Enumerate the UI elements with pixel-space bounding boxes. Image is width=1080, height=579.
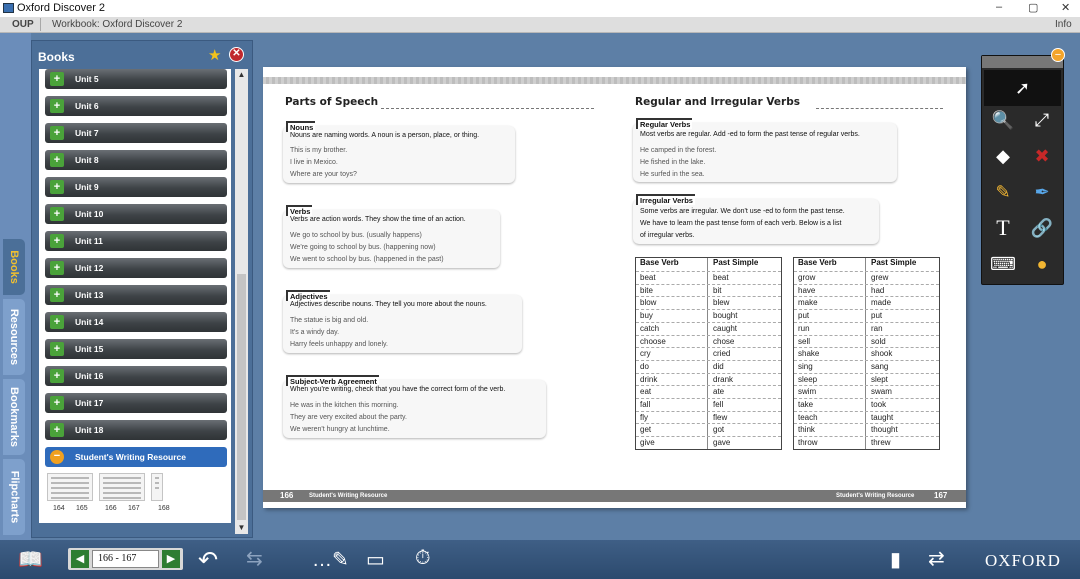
past-simple-cell: did [713,361,724,371]
base-verb-cell: sing [798,361,813,371]
base-verb-cell: beat [640,273,656,282]
table-row [636,385,781,398]
card-nouns: Nouns Nouns are naming words. A noun is a person, place, or thing. This is my brother. I live in Mexico. Where are your toys? [283,126,515,183]
page-navigator [68,548,183,570]
base-verb-cell: drink [640,374,658,384]
unit-item[interactable]: + Unit 13 [45,285,227,305]
unit-item[interactable]: + Unit 6 [45,96,227,116]
expand-icon[interactable]: + [50,288,64,302]
table-row [794,296,939,309]
base-verb-cell: think [798,425,815,435]
scroll-down-icon[interactable]: ▼ [237,523,246,532]
side-tab-rail [0,33,31,540]
menu-workbook[interactable]: Workbook: Oxford Discover 2 [52,19,183,30]
unit-item[interactable]: + Unit 15 [45,339,227,359]
past-simple-cell: bit [713,285,722,295]
menu-bar [0,17,1080,33]
page-footer: 166 Student's Writing Resource Student's Writing Resource 167 [263,490,966,502]
past-simple-cell: drank [713,374,734,384]
unit-item[interactable]: + Unit 18 [45,420,227,440]
table-row [794,423,939,436]
unit-item[interactable]: + Unit 9 [45,177,227,197]
maximize-icon[interactable]: ▢ [1028,2,1039,14]
annotate-icon[interactable]: …✎ [312,549,349,571]
past-simple-cell: put [871,311,883,321]
table-row [636,411,781,424]
past-simple-cell: sold [871,336,886,346]
prev-page-icon[interactable]: ◀ [71,550,89,568]
table-row [794,373,939,386]
base-verb-cell: grow [798,273,816,282]
next-page-icon[interactable]: ▶ [162,550,180,568]
table-row [636,423,781,436]
base-verb-cell: sleep [798,374,818,384]
switch-side-icon[interactable]: ⇄ [928,548,945,570]
past-simple-cell: slept [871,374,888,384]
table-row [636,335,781,348]
expand-icon[interactable]: + [50,423,64,437]
expand-icon[interactable]: + [50,369,64,383]
unit-item[interactable]: + Unit 7 [45,123,227,143]
unit-list [39,69,231,523]
base-verb-cell: sell [798,336,811,346]
past-simple-cell: blew [713,298,730,308]
base-verb-cell: teach [798,412,818,422]
unit-item[interactable]: + Unit 16 [45,366,227,386]
expand-icon[interactable]: + [50,396,64,410]
card-adjectives: Adjectives Adjectives describe nouns. They tell you more about the nouns. The statue is big and old. It's a windy day. Harry feels unhappy and lonely. [283,295,522,353]
table-row [794,360,939,373]
book-spread [263,67,966,508]
irregular-verbs-table-1: Base Verb Past Simple beat beat bite bit blow blew buy bought catch caught choose chose cry cried do did drink drank eat ate fall fell fly flew get got give gave [635,257,782,450]
table-row [636,322,781,335]
base-verb-cell: run [798,323,810,333]
unit-item[interactable]: + Unit 8 [45,150,227,170]
base-verb-cell: swim [798,387,817,397]
card-regular-verbs: Regular Verbs Most verbs are regular. Add -ed to form the past tense of regular verbs. He camped in the forest. He fished in the lake. He surfed in the sea. [633,123,897,182]
tab-flipcharts[interactable]: Flipcharts [3,459,25,535]
past-simple-cell: shook [871,349,893,359]
past-simple-cell: caught [713,323,738,333]
table-row [636,309,781,322]
clear-tool-icon[interactable]: ✖ [1034,145,1050,166]
past-simple-cell: flew [713,412,728,422]
past-simple-cell: sang [871,361,889,371]
table-row [636,398,781,411]
pointer-tool-icon[interactable]: ➚ [984,70,1061,106]
table-row [794,385,939,398]
bottom-toolbar [0,540,1080,579]
menu-info[interactable]: Info [1055,19,1072,30]
base-verb-cell: buy [640,311,653,321]
past-simple-cell: made [871,298,892,308]
books-panel [31,40,253,538]
base-verb-cell: catch [640,323,660,333]
app-icon [3,3,14,13]
tool-palette [981,49,1064,285]
base-verb-cell: cry [640,349,651,359]
past-simple-cell: ran [871,323,883,333]
books-panel-title: Books [38,50,75,64]
table-row [794,398,939,411]
table-row [636,296,781,309]
table-row [636,271,781,284]
base-verb-cell: fly [640,412,648,422]
thumb-page-number: 164 [53,505,65,512]
back-icon[interactable]: ↶ [198,547,219,574]
base-verb-cell: do [640,361,649,371]
page-thumbnail[interactable] [47,473,93,501]
expand-icon[interactable]: + [50,315,64,329]
title-bar [0,0,1080,17]
eraser-tool-icon[interactable]: ◆ [996,145,1010,166]
table-row [794,436,939,449]
base-verb-cell: make [798,298,818,308]
thumb-page-number: 166 [105,505,117,512]
heading-regular-irregular: Regular and Irregular Verbs [635,96,800,108]
unit-list-scrollbar[interactable] [235,69,248,534]
past-simple-cell: took [871,400,887,409]
table-row [636,436,781,449]
tab-bookmarks[interactable]: Bookmarks [3,379,25,455]
base-verb-cell: have [798,285,816,295]
past-simple-cell: got [713,425,725,435]
base-verb-cell: put [798,311,810,321]
thumb-page-number: 167 [128,505,140,512]
expand-icon[interactable]: + [50,99,64,113]
base-verb-cell: shake [798,349,820,359]
table-row [636,373,781,386]
table-row [794,271,939,284]
collapse-icon[interactable]: − [50,450,64,464]
zoom-tool-icon[interactable]: 🔍 [991,109,1015,130]
unit-item[interactable]: + Unit 10 [45,204,227,224]
pen-tool-icon[interactable]: ✎ [995,181,1011,202]
timer-icon[interactable]: ⏱ [415,547,431,569]
expand-icon[interactable]: + [50,207,64,221]
page-thumbnail[interactable] [99,473,145,501]
past-simple-cell: bought [713,311,738,321]
base-verb-cell: bite [640,285,653,295]
table-row [794,335,939,348]
tab-resources[interactable]: Resources [3,299,25,375]
table-row [794,309,939,322]
page-number-input[interactable]: 166 - 167 [92,550,159,568]
text-tool-icon[interactable]: T [996,215,1010,240]
highlighter-tool-icon[interactable]: ✒ [1034,181,1050,202]
unit-item[interactable]: + Unit 12 [45,258,227,278]
resource-item-writing[interactable]: − Student's Writing Resource [45,447,227,467]
heading-parts-of-speech: Parts of Speech [285,96,379,108]
past-simple-cell: grew [871,273,889,282]
base-verb-cell: blow [640,298,657,308]
unit-item[interactable]: + Unit 17 [45,393,227,413]
base-verb-cell: get [640,425,652,435]
expand-icon[interactable]: + [50,342,64,356]
card-subject-verb-agreement: Subject-Verb Agreement When you're writing, check that you have the correct form of the verb. He was in the kitchen this morning. They are very excited about the party. We weren't hungry at lunchtime. [283,380,546,438]
unit-item[interactable]: + Unit 5 [45,69,227,89]
window-title: Oxford Discover 2 [17,2,106,14]
past-simple-cell: threw [871,438,891,448]
past-simple-cell: thought [871,425,898,435]
scroll-up-icon[interactable]: ▲ [237,70,246,79]
past-simple-cell: swam [871,387,892,397]
past-simple-cell: beat [713,273,729,282]
card-irregular-verbs: Irregular Verbs Some verbs are irregular. We don't use -ed to form the past tense. We have to learn the past tense form of each verb. Below is a list of irregular verbs. [633,199,879,244]
swap-pages-icon[interactable]: ⇆ [246,548,263,570]
page-thumbnail[interactable] [151,473,163,501]
thumb-page-number: 165 [76,505,88,512]
scroll-thumb[interactable] [237,274,246,520]
expand-icon[interactable]: + [50,72,64,86]
expand-icon[interactable]: + [50,153,64,167]
star-icon[interactable]: ★ [208,47,222,64]
expand-icon[interactable]: + [50,180,64,194]
base-verb-cell: give [640,438,655,448]
collapse-tools-icon[interactable]: − [1051,48,1065,62]
book-icon[interactable]: 📖 [18,549,43,571]
tab-books[interactable]: Books [3,239,25,295]
card-verbs: Verbs Verbs are action words. They show the time of an action. We go to school by bus. (usually happens) We're going to school by bus. (happening now) We went to school by bus. (happened in the past) [283,210,500,268]
past-simple-cell: taught [871,412,894,422]
menu-oup[interactable]: OUP [12,19,34,30]
keyboard-tool-icon[interactable]: ⌨ [990,253,1016,274]
table-row [794,284,939,297]
table-row [794,322,939,335]
table-row [636,360,781,373]
expand-icon[interactable]: + [50,261,64,275]
unit-item[interactable]: + Unit 11 [45,231,227,251]
past-simple-cell: chose [713,336,735,346]
base-verb-cell: eat [640,387,652,397]
oxford-logo: OXFORD [985,551,1061,570]
thumb-page-number: 168 [158,505,170,512]
whiteboard-icon[interactable]: ▮ [890,549,902,571]
base-verb-cell: fall [640,400,651,409]
base-verb-cell: throw [798,438,818,448]
past-simple-cell: gave [713,438,731,448]
irregular-verbs-table-2: Base Verb Past Simple grow grew have had make made put put run ran sell sold shake shook sing sang sleep slept swim swam take took teach taught think thought throw threw [793,257,940,450]
table-row [794,411,939,424]
close-window-icon[interactable]: ✕ [1061,2,1071,14]
expand-icon[interactable]: + [50,234,64,248]
unit-item[interactable]: + Unit 14 [45,312,227,332]
base-verb-cell: take [798,400,814,409]
past-simple-cell: fell [713,400,724,409]
table-row [636,284,781,297]
past-simple-cell: ate [713,387,725,397]
link-tool-icon[interactable]: 🔗 [1030,217,1054,238]
past-simple-cell: cried [713,349,731,359]
past-simple-cell: had [871,285,885,295]
spotlight-tool-icon[interactable]: ● [1036,253,1048,274]
minimize-icon[interactable]: – [996,1,1003,13]
screen-icon[interactable]: ▭ [366,549,385,571]
base-verb-cell: choose [640,336,666,346]
fullscreen-tool-icon[interactable]: ⤢ [1034,109,1050,130]
page-top-border [263,77,966,84]
table-row [794,347,939,360]
expand-icon[interactable]: + [50,126,64,140]
table-row [636,347,781,360]
close-panel-icon[interactable]: ✕ [229,47,244,62]
